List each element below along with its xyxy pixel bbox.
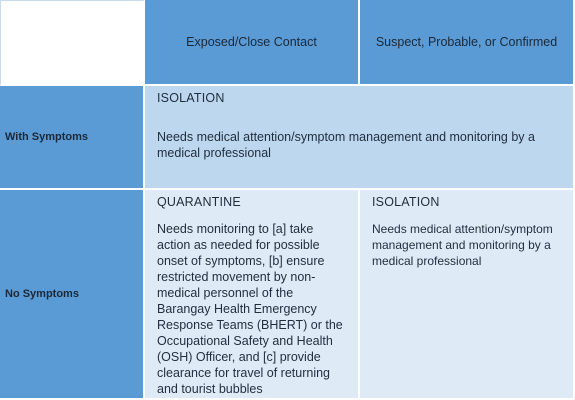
no-symptoms-isolation-cell	[360, 190, 575, 400]
column-header-suspect	[360, 0, 575, 86]
row-header-no-symptoms	[0, 190, 145, 400]
with-symptoms-isolation-title: ISOLATION	[157, 91, 225, 105]
no-symptoms-quarantine-cell	[145, 190, 360, 400]
with-symptoms-isolation-cell	[145, 86, 575, 190]
row-header-no-symptoms-label: No Symptoms	[5, 288, 79, 300]
no-symptoms-quarantine-text: Needs monitoring to [a] take action as needed for possible onset of symptoms, [b] ensure restricted movement by non-medical personnel of the Barangay Health Emergency Response Teams (BHERT) or the Occupational Safety and Health (OSH) Officer, and [c] provide clearance for travel of returning and tourist bubbles	[157, 222, 343, 396]
column-header-exposed	[145, 0, 360, 86]
no-symptoms-quarantine-title: QUARANTINE	[157, 195, 241, 209]
row-header-with-symptoms-label: With Symptoms	[5, 131, 89, 143]
no-symptoms-isolation-title: ISOLATION	[372, 195, 440, 209]
row-header-with-symptoms	[0, 86, 145, 190]
column-header-exposed-label: Exposed/Close Contact	[186, 35, 317, 49]
with-symptoms-isolation-text: Needs medical attention/symptom management and monitoring by a medical professional	[157, 130, 535, 160]
no-symptoms-isolation-text: Needs medical attention/symptom management and monitoring by a medical professional	[372, 222, 553, 268]
table-corner-cell	[0, 0, 145, 86]
column-header-suspect-label: Suspect, Probable, or Confirmed	[375, 35, 558, 49]
